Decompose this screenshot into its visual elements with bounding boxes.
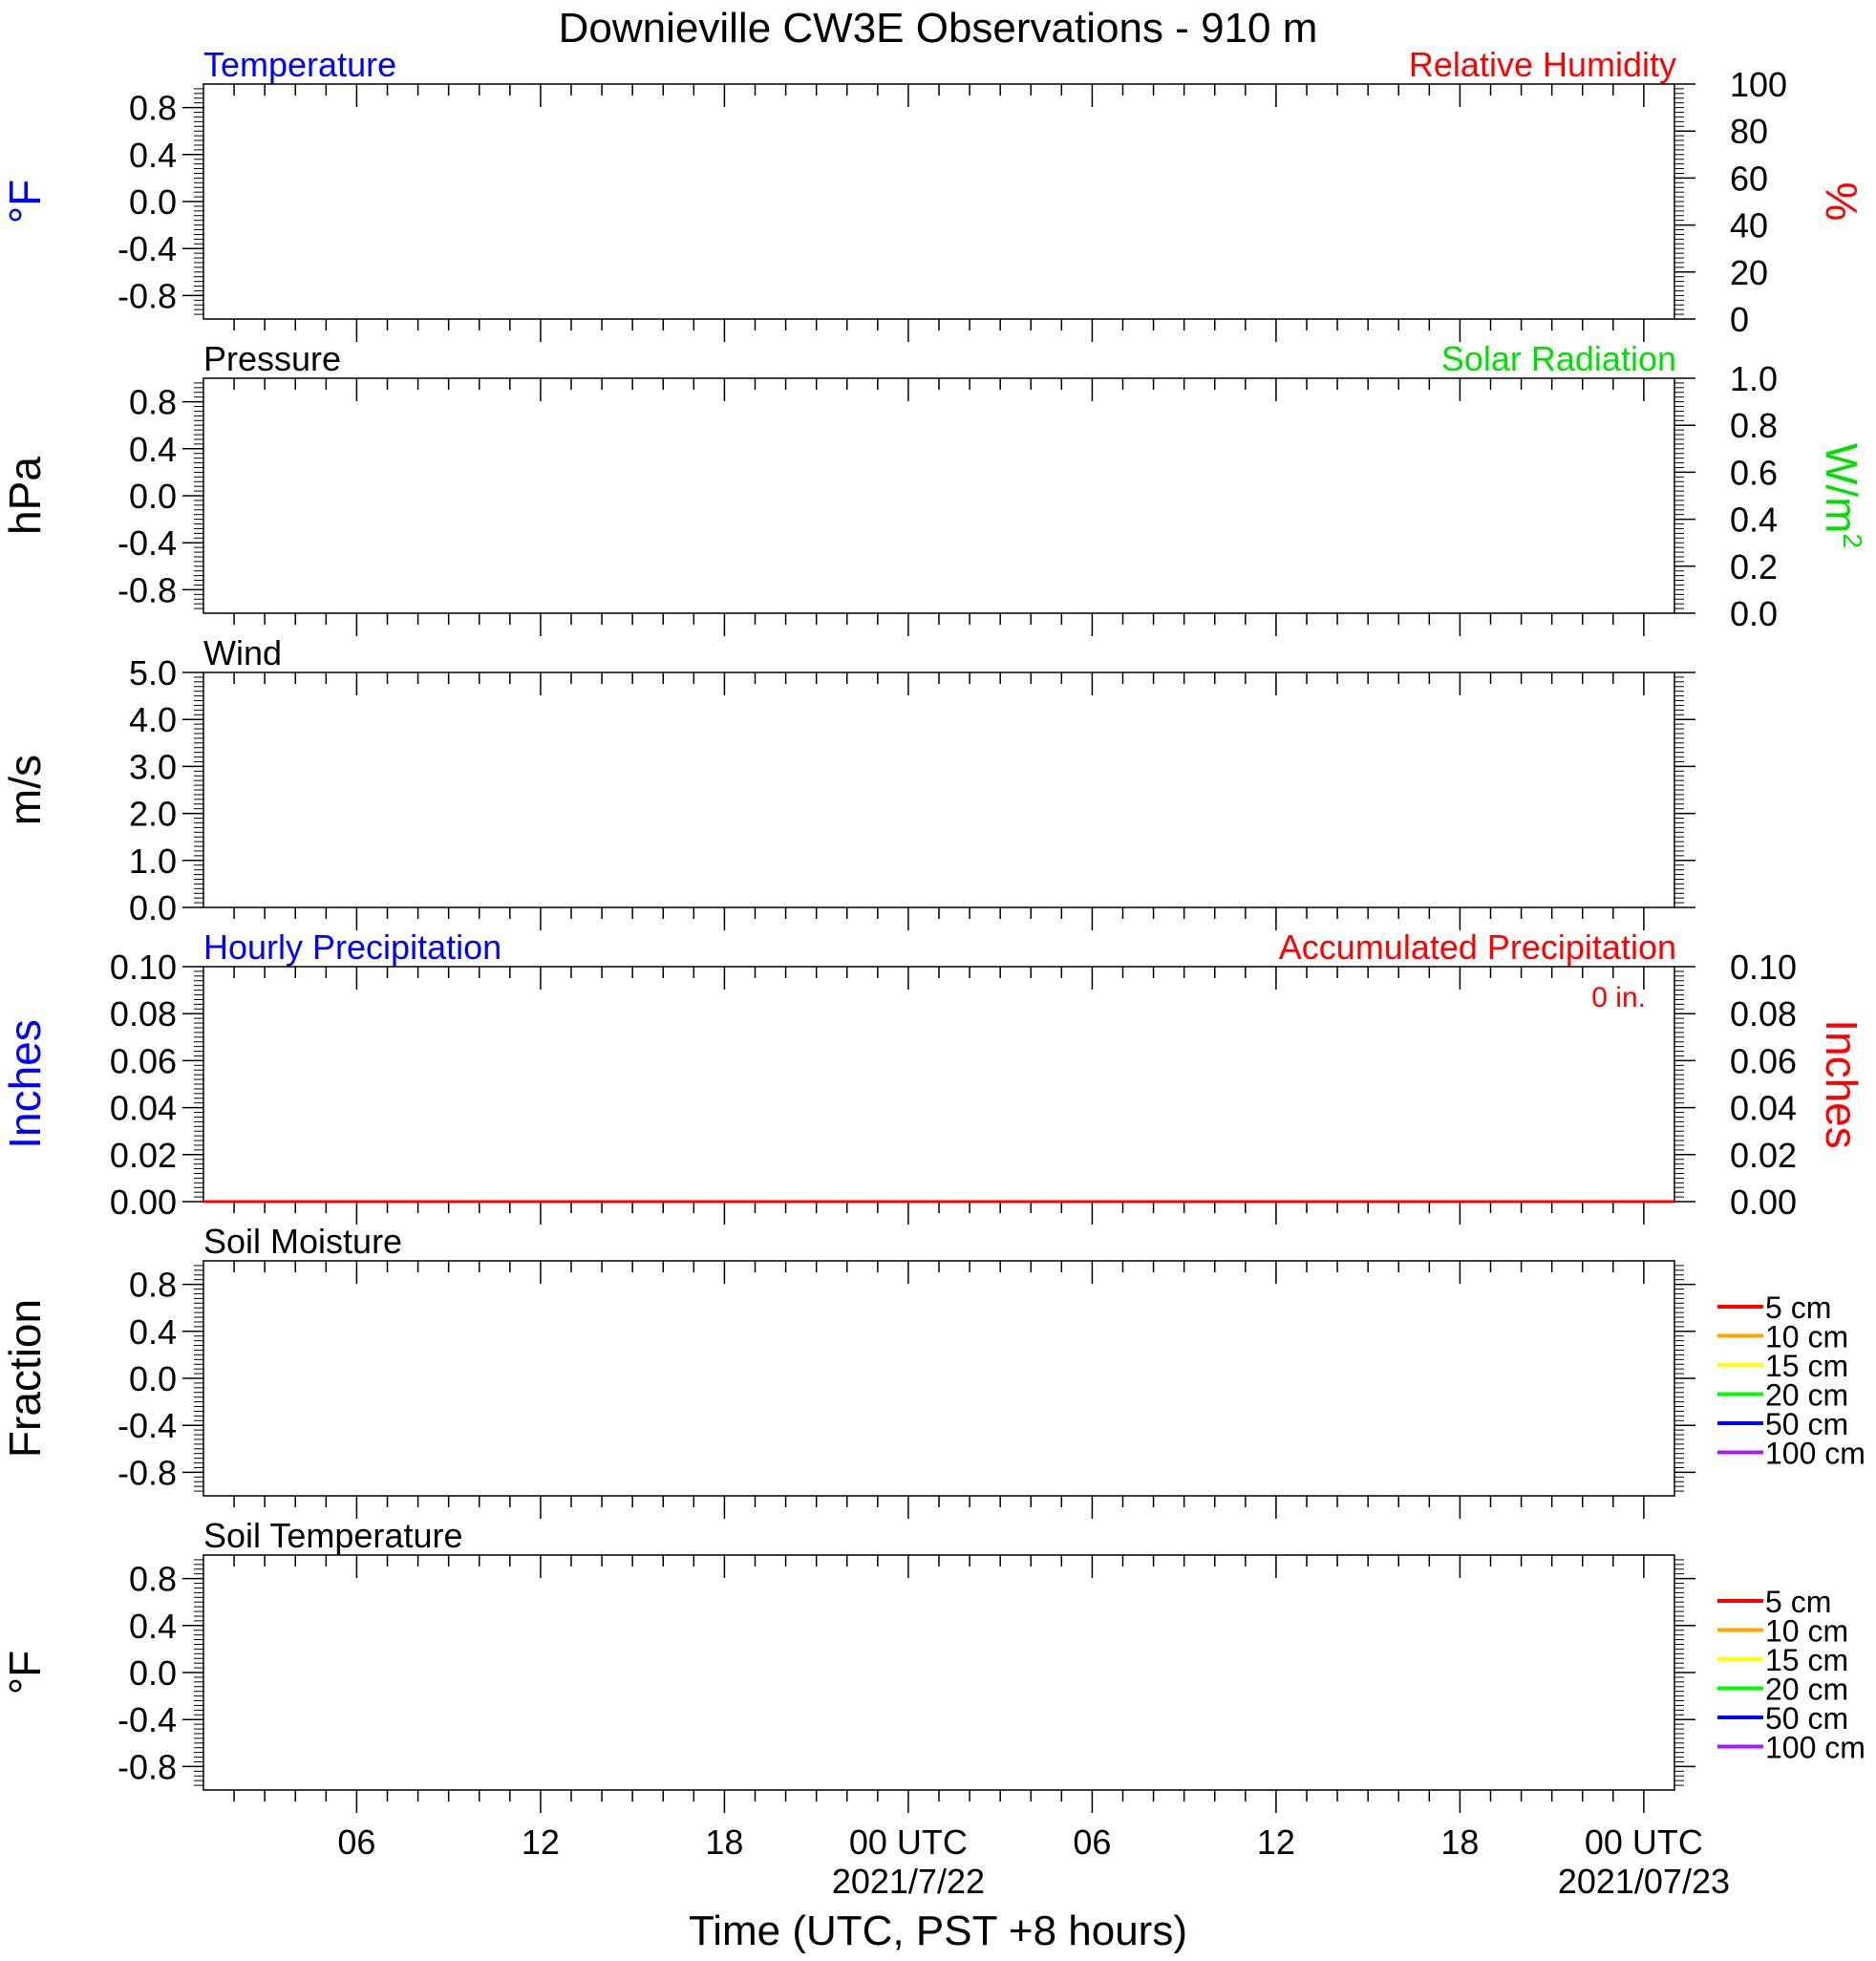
legend-label: 5 cm	[1765, 1290, 1832, 1325]
y-tick-label: 0.4	[128, 429, 177, 469]
y-tick-label: 0.10	[109, 948, 177, 987]
y-tick-label: 0.04	[109, 1088, 177, 1128]
x-tick-label: 18	[1440, 1822, 1480, 1862]
y-tick-label-right: 0.00	[1730, 1183, 1798, 1222]
y-axis-label-right	[1817, 443, 1867, 548]
y-tick-label: 3.0	[128, 747, 177, 787]
y-tick-label: 4.0	[128, 700, 177, 740]
y-tick-label: 0.8	[128, 382, 177, 422]
plot-frame	[203, 1555, 1674, 1790]
y-tick-label: 0.0	[128, 477, 177, 516]
panel-title-right: Relative Humidity	[1408, 45, 1676, 84]
panel-3	[0, 633, 1695, 930]
y-axis-label-right-superscript: 2	[1838, 533, 1867, 549]
y-axis-label-right	[1817, 1019, 1866, 1149]
y-tick-label: 0.4	[128, 135, 177, 175]
y-tick-label-right: 0	[1730, 300, 1750, 339]
y-tick-label: 0.0	[128, 1359, 177, 1398]
y-tick-label: -0.8	[117, 570, 177, 610]
y-tick-label: 0.4	[128, 1606, 177, 1646]
panel-title-left: Soil Temperature	[203, 1516, 463, 1555]
y-tick-label: 1.0	[128, 841, 177, 881]
legend-label: 15 cm	[1765, 1643, 1849, 1677]
panel-title-right: Accumulated Precipitation	[1278, 927, 1676, 967]
y-tick-label-right: 0.8	[1730, 406, 1779, 446]
y-tick-label: 0.8	[128, 88, 177, 128]
y-tick-label-right: 0.4	[1730, 500, 1779, 540]
y-tick-label-right: 0.04	[1730, 1088, 1798, 1128]
y-tick-label-right: 80	[1730, 112, 1769, 152]
panel-title-left: Wind	[203, 633, 283, 672]
y-tick-label: 0.0	[128, 1653, 177, 1693]
y-tick-label: 2.0	[128, 794, 177, 834]
y-tick-label: 0.0	[128, 888, 177, 927]
plot-frame	[203, 1261, 1674, 1496]
legend-label: 5 cm	[1765, 1585, 1832, 1619]
legend-label: 10 cm	[1765, 1319, 1849, 1354]
x-tick-label: 18	[705, 1822, 744, 1862]
y-tick-label-right: 100	[1730, 65, 1788, 104]
legend-label: 100 cm	[1765, 1730, 1865, 1765]
panel-6	[0, 1516, 1865, 1901]
plot-frame	[203, 967, 1674, 1202]
x-tick-label: 06	[337, 1822, 376, 1862]
y-tick-label: 0.0	[128, 182, 177, 222]
y-tick-label-right: 20	[1730, 252, 1769, 292]
y-tick-label: 0.8	[128, 1265, 177, 1305]
legend-label: 15 cm	[1765, 1349, 1849, 1383]
panel-title-left: Hourly Precipitation	[203, 927, 502, 967]
y-tick-label: 0.8	[128, 1559, 177, 1599]
y-tick-label: -0.8	[117, 276, 177, 316]
figure-title: Downieville CW3E Observations - 910 m	[558, 5, 1318, 52]
y-tick-label: -0.4	[117, 523, 177, 564]
x-tick-label: 12	[521, 1822, 560, 1862]
x-tick-date-label: 2021/7/22	[831, 1862, 985, 1901]
x-tick-date-label: 2021/07/23	[1557, 1862, 1731, 1901]
y-axis-label-right	[1817, 182, 1866, 222]
y-tick-label-right: 0.02	[1730, 1135, 1798, 1175]
y-axis-label-left: °F	[0, 179, 50, 224]
y-axis-label-left: °F	[0, 1650, 50, 1695]
y-axis-label-left: Fraction	[0, 1298, 50, 1459]
panel-title-right: Solar Radiation	[1440, 339, 1676, 378]
y-tick-label: -0.4	[117, 1700, 177, 1740]
y-tick-label-right: 0.2	[1730, 546, 1779, 586]
legend-label: 20 cm	[1765, 1377, 1849, 1413]
x-tick-label: 06	[1073, 1822, 1112, 1862]
accumulated-total-annotation: 0 in.	[1591, 982, 1646, 1013]
y-tick-label-right: 0.10	[1730, 948, 1798, 987]
y-axis-label-left: m/s	[0, 754, 50, 826]
x-tick-label: 12	[1256, 1822, 1295, 1862]
y-tick-label: 0.08	[109, 994, 177, 1034]
x-axis-title: Time (UTC, PST +8 hours)	[688, 1908, 1188, 1954]
panel-title-left: Temperature	[203, 45, 397, 84]
panel-5	[0, 1222, 1865, 1519]
y-tick-label: -0.8	[117, 1453, 177, 1493]
legend-label: 50 cm	[1765, 1407, 1849, 1441]
y-tick-label-right: 60	[1730, 159, 1769, 199]
panel-1	[0, 45, 1866, 342]
y-tick-label-right: 0.08	[1730, 994, 1798, 1034]
panel-4	[0, 927, 1866, 1225]
y-tick-label: -0.4	[117, 229, 177, 269]
x-tick-label: 00 UTC	[1584, 1822, 1703, 1862]
panel-title-left: Pressure	[203, 339, 342, 378]
plot-frame	[203, 378, 1674, 613]
y-axis-label-left: Inches	[0, 1019, 50, 1149]
y-axis-label-right-text: W/m	[1817, 442, 1866, 534]
y-tick-label: -0.8	[117, 1747, 177, 1787]
y-tick-label: 0.02	[109, 1135, 177, 1175]
y-tick-label-right: 0.06	[1730, 1041, 1798, 1081]
y-axis-label-right-text: Inches	[1817, 1019, 1866, 1149]
y-axis-label-right-text: %	[1817, 181, 1866, 222]
y-tick-label-right: 0.0	[1730, 594, 1779, 633]
panel-2	[0, 339, 1867, 636]
y-tick-label-right: 1.0	[1730, 359, 1779, 398]
x-tick-label: 00 UTC	[848, 1822, 968, 1862]
y-axis-label-left: hPa	[0, 457, 50, 535]
panel-title-left: Soil Moisture	[203, 1222, 403, 1261]
plot-frame	[203, 672, 1674, 907]
legend-label: 50 cm	[1765, 1701, 1849, 1736]
legend-label: 10 cm	[1765, 1613, 1849, 1649]
y-tick-label-right: 40	[1730, 205, 1769, 245]
y-tick-label: 0.00	[109, 1183, 177, 1222]
y-tick-label: 5.0	[128, 653, 177, 693]
legend-label: 20 cm	[1765, 1672, 1849, 1707]
y-tick-label-right: 0.6	[1730, 453, 1779, 493]
y-tick-label: -0.4	[117, 1406, 177, 1446]
y-tick-label: 0.4	[128, 1311, 177, 1352]
plot-frame	[203, 84, 1674, 319]
legend-label: 100 cm	[1765, 1436, 1865, 1471]
y-tick-label: 0.06	[109, 1041, 177, 1081]
